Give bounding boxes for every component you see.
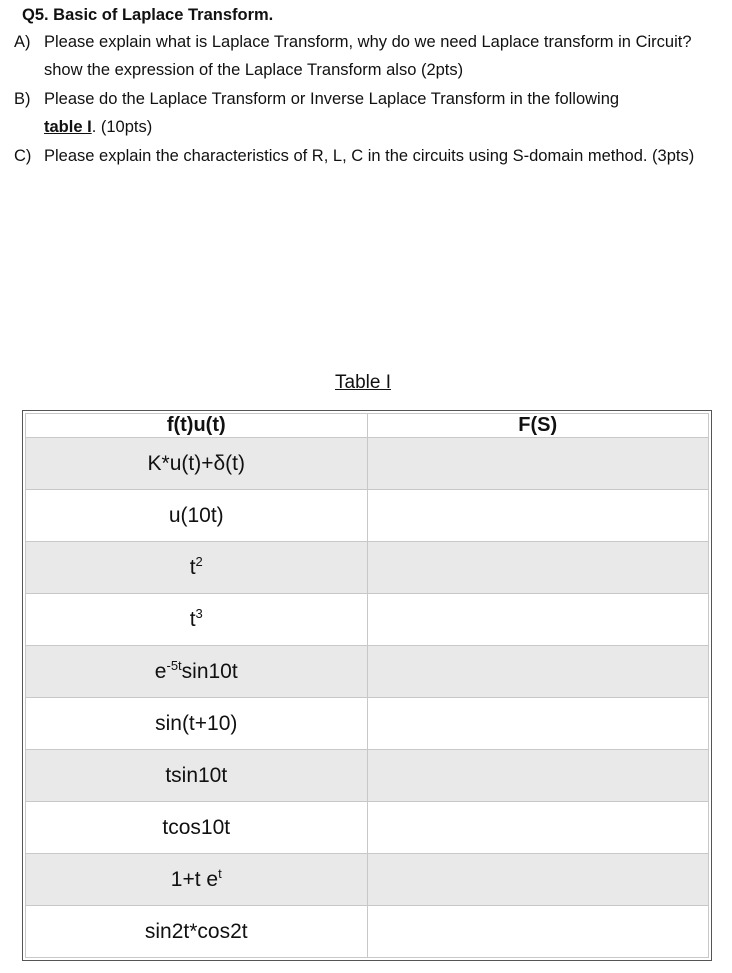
item-b [14, 85, 714, 141]
table-row [26, 490, 709, 542]
cell-fs[interactable] [367, 854, 709, 906]
table-row [26, 698, 709, 750]
expr-base: tcos10t [162, 815, 231, 839]
cell-fs[interactable] [367, 750, 709, 802]
item-text: Please explain the characteristics of R, L, C in the circuits using S-domain method. (3pts) [44, 147, 695, 165]
table-body [26, 438, 709, 958]
expr-base: sin(t+10) [155, 711, 238, 735]
table-row [26, 646, 709, 698]
item-text-after: . (10pts) [91, 118, 153, 136]
item-c [14, 142, 714, 170]
item-letter: B) [14, 90, 31, 108]
table-row [26, 750, 709, 802]
table-row [26, 542, 709, 594]
item-letter: A) [14, 33, 31, 51]
item-text [44, 85, 714, 141]
expr-superscript: 3 [195, 605, 203, 621]
cell-fs[interactable] [367, 542, 709, 594]
table-reference: table I [44, 118, 92, 136]
expr-base: e [154, 659, 167, 683]
table-row [26, 802, 709, 854]
expr-base: sin2t*cos2t [144, 919, 248, 943]
cell-ft [26, 646, 368, 698]
table-header-row [26, 414, 709, 438]
cell-ft [26, 490, 368, 542]
expr-base: u(10t) [168, 503, 224, 527]
cell-fs[interactable] [367, 906, 709, 958]
table-caption: Table I [335, 372, 391, 393]
table-row [26, 438, 709, 490]
expr-base: tsin10t [165, 763, 228, 787]
cell-fs[interactable] [367, 490, 709, 542]
expr-superscript: t [218, 865, 222, 881]
cell-ft [26, 594, 368, 646]
cell-ft [26, 438, 368, 490]
cell-fs[interactable] [367, 802, 709, 854]
table-row [26, 594, 709, 646]
expr-base: 1+t e [170, 867, 219, 891]
cell-ft [26, 542, 368, 594]
cell-ft [26, 750, 368, 802]
table-row [26, 854, 709, 906]
cell-fs[interactable] [367, 438, 709, 490]
item-text-before: Please do the Laplace Transform or Inverse Laplace Transform in the following [44, 90, 620, 108]
item-letter: C) [14, 147, 32, 165]
item-a [14, 28, 714, 84]
header-ft: f(t)u(t) [26, 414, 368, 438]
expr-base: K*u(t)+δ(t) [147, 451, 245, 475]
expr-superscript: -5t [166, 657, 182, 673]
cell-ft [26, 698, 368, 750]
expr-tail: sin10t [181, 659, 238, 683]
expr-base: t [189, 607, 196, 631]
cell-fs[interactable] [367, 646, 709, 698]
question-title: Q5. Basic of Laplace Transform. [22, 6, 274, 24]
cell-fs[interactable] [367, 698, 709, 750]
item-text: Please explain what is Laplace Transform, why do we need Laplace transform in Circuit? show the expression of the Laplace Transform also (2pts) [44, 33, 692, 79]
cell-fs[interactable] [367, 594, 709, 646]
cell-ft [26, 854, 368, 906]
cell-ft [26, 906, 368, 958]
laplace-table [25, 413, 709, 958]
header-fs: F(S) [367, 414, 709, 438]
expr-superscript: 2 [195, 553, 203, 569]
cell-ft [26, 802, 368, 854]
expr-base: t [189, 555, 196, 579]
table-row [26, 906, 709, 958]
laplace-table-frame [22, 410, 712, 961]
